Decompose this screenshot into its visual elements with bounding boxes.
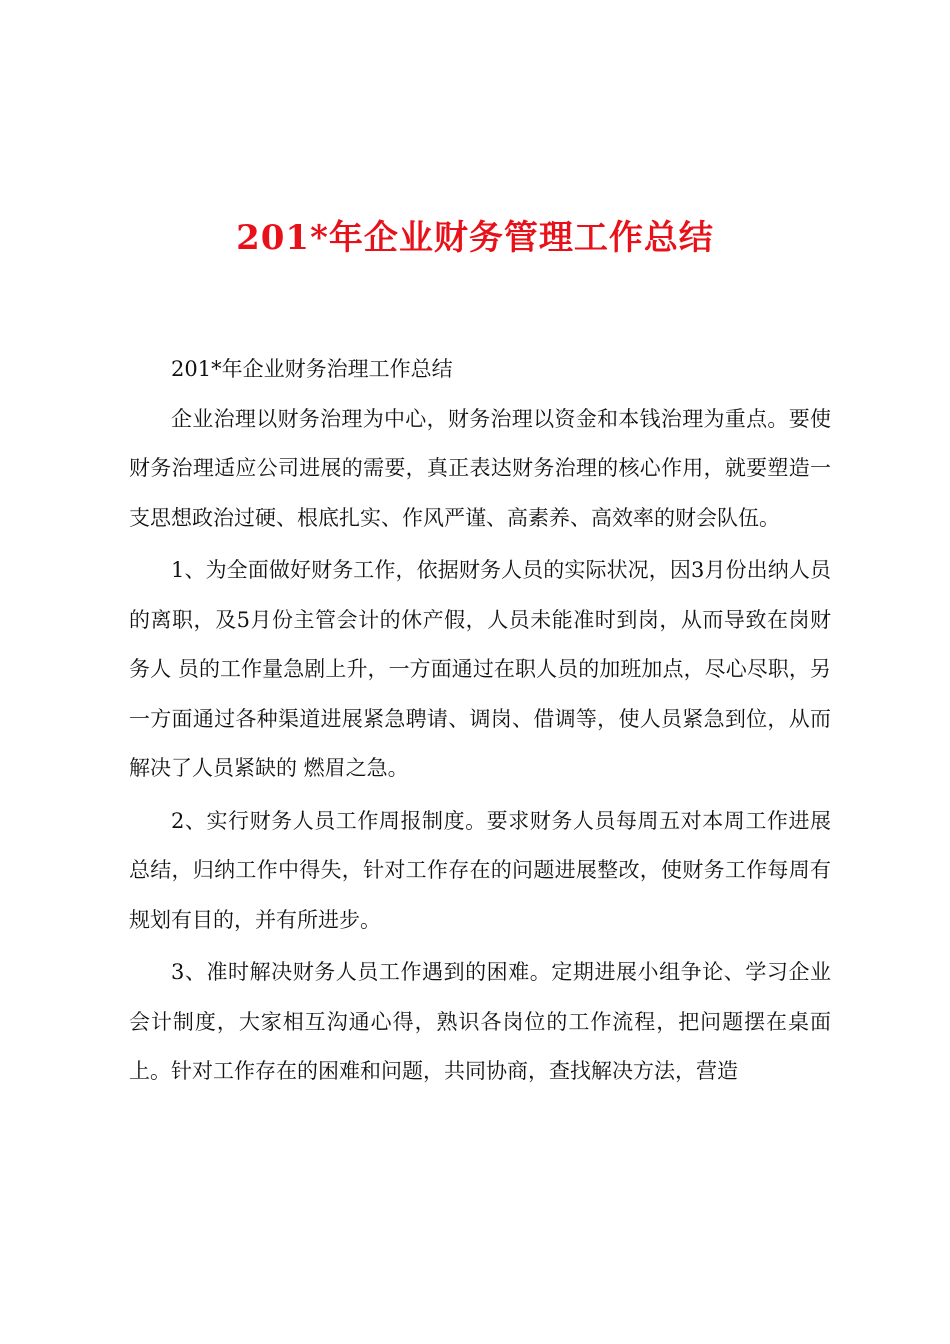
document-body [129,345,831,1097]
paragraph-1: 1、为全面做好财务工作，依据财务人员的实际状况，因3月份出纳人员的离职，及5月份主管会计的休产假，人员未能准时到岗，从而导致在岗财务人 员的工作量急剧上升，一方面通过在职人员的加班加点，尽心尽职，另一方面通过各种渠道进展紧急聘请、调岗、借调等，使人员紧急到位，从而解决了人员紧缺的 燃眉之急。 [129,558,831,780]
document-subtitle: 201*年企业财务治理工作总结 [171,357,453,381]
paragraph-intro: 企业治理以财务治理为中心，财务治理以资金和本钱治理为重点。要使财务治理适应公司进展的需要，真正表达财务治理的核心作用，就要塑造一支思想政治过硬、根底扎实、作风严谨、高素养、高效率的财会队伍。 [129,406,831,530]
document-title: 201*年企业财务管理工作总结 [236,218,714,258]
paragraph-3: 3、准时解决财务人员工作遇到的困难。定期进展小组争论、学习企业会计制度，大家相互沟通心得，熟识各岗位的工作流程，把问题摆在桌面上。针对工作存在的困难和问题，共同协商，查找解决方法，营造 [129,960,831,1083]
paragraph-2: 2、实行财务人员工作周报制度。要求财务人员每周五对本周工作进展总结，归纳工作中得失，针对工作存在的问题进展整改，使财务工作每周有规划有目的，并有所进步。 [129,808,831,932]
